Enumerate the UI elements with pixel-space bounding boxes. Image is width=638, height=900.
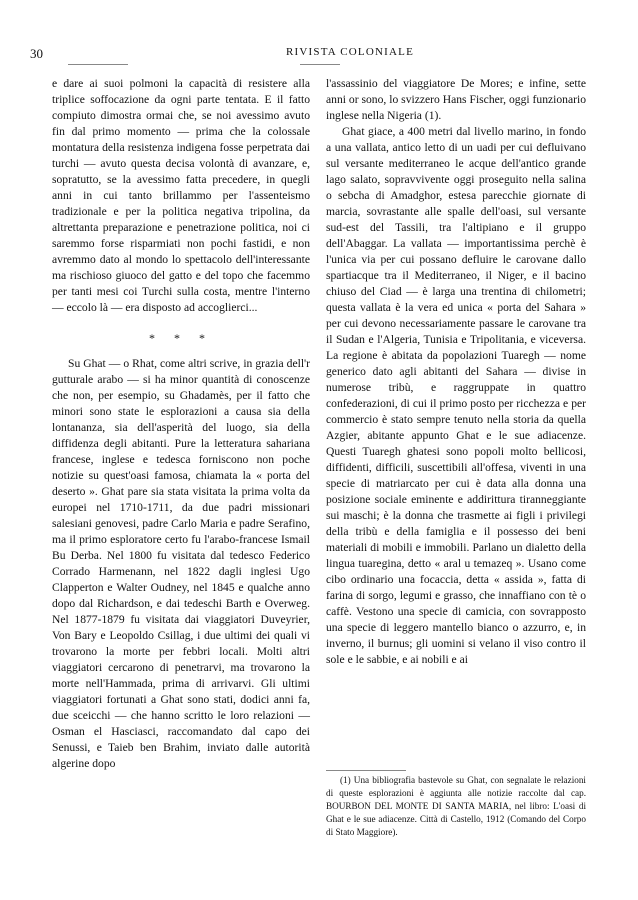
right-column xyxy=(326,76,586,668)
header-rule-left xyxy=(68,64,128,65)
left-column xyxy=(52,76,310,772)
page-number: 30 xyxy=(30,46,43,61)
header-rule-center xyxy=(300,64,340,65)
footnote-text: (1) Una bibliografia bastevole su Ghat, con segnalate le relazioni di queste esplorazioni è aggiunta alle notizie raccolte dal cap. BOURBON DEL MONTE DI SANTA MARIA, nel libro: L'oasi di Ghat e le sue adiacenze. Città di Castello, 1912 (Comando del Corpo di Stato Maggiore). xyxy=(326,775,586,837)
section-separator: * * * xyxy=(149,331,213,345)
right-paragraph-1: l'assassinio del viaggiatore De Mores; e infine, sette anni or sono, lo svizzero Hans Fischer, oggi funzionario inglese nella Nigeria (1). xyxy=(326,77,586,122)
left-paragraph-1: e dare ai suoi polmoni la capacità di resistere alla triplice soffocazione da ogni parte tentata. E il fatto compiuto dimostra ormai che, se noi avessimo avuto fin dal primo momento — prima che la colossale montatura della resistenza indigena fosse perpetrata dai turchi — avuto questa decisa volontà di avanzare, e, sopratutto, se la avessimo fatta precedere, in quegli anni in cui tanto brillammo per l'assenteismo tradizionale e per la politica negativa tripolina, da altrettanta preparazione e penetrazione politica, noi ci saremmo forse risparmiati non pochi fastidi, e non avremmo dato al mondo lo spettacolo dell'interessante ma rischioso giuoco del gatto e del topo che facemmo per tanti mesi coi Turchi sulla costa, mentre l'interno — eccolo là — era disposto ad accoglierci... xyxy=(52,77,310,314)
footnote xyxy=(326,774,586,839)
right-paragraph-2: Ghat giace, a 400 metri dal livello marino, in fondo a una vallata, antico letto di un uadi per cui defluivano sul versante mediterraneo le acque dell'antico grande lago salato, sopravvivente oggi proseguito nella salina o sebcha di Amadghor, estesa parecchie giornate di marcia, sovrastante alle spalle dell'oasi, sul versante sud-est del Tassili, tra l'altipiano e il gruppo dell'Abaggar. La vallata — importantissima perchè è l'unica via per cui possano defluire le carovane dallo spartiacque tra il Mediterraneo, il Niger, e il bacino chiuso del Ciad — è larga una trentina di chilometri; questa vallata è la vera ed unica « porta del Sahara » per cui devono necessariamente passare le carovane tra il Sudan e l'Algeria, Tunisia e Tripolitania, e viceversa. La regione è abitata da popolazioni Tuaregh — nome generico dato agli abitanti del Sahara — divise in numerose tribù, e raggruppate in quattro confederazioni, di cui il primo posto per ricchezza e per commercio è stato sempre tenuto nella storia da quella Azgier, abitante appunto Ghat e le sue adiacenze. Questi Tuaregh ghatesi sono popoli molto bellicosi, diffidenti, difficili, suscettibili all'offesa, viventi in una specie di matriarcato per cui è data alla donna una posizione sociale eminente e addirittura tiranneggiante sui maschi; è la donna che trasmette ai figli i privilegi della tribù e della famiglia e il possesso dei beni materiali di mobili e immobili. Parlano un dialetto della lingua tuaregina, detto « aral u temazeq ». Usano come cibo ordinario una focaccia, detta « assida », fatta di farina di sorgo, legumi e grasso, che innaffiano con tè o caffè. Vestono una specie di camicia, con sovrapposto una specie di leggero mantello bianco o azzurro, e, in inverno, il burnus; gli uomini si velano il viso contro il sole e le sabbie, e ai nobili e ai xyxy=(326,125,586,666)
footnote-rule xyxy=(326,770,406,771)
left-paragraph-2: Su Ghat — o Rhat, come altri scrive, in grazia dell'r gutturale arabo — si ha minor quantità di conoscenze che non, per esempio, su Ghadamès, per il fatto che minori sono state le esplorazioni a causa sia della lontananza, sia dell'asperità del luogo, sia della diffidenza degli abitanti. Pure la letteratura sahariana francese, inglese e tedesca forniscono non poche notizie su quest'oasi famosa, chiamata la « porta del deserto ». Ghat pare sia stata visitata la prima volta da europei nel 1710-1711, da due padri missionari salesiani genovesi, padre Carlo Maria e padre Serafino, ma il primo esploratore certo fu l'arabo-francese Ismail Bu Derba. Nel 1800 fu visitata dal tedesco Federico Corrado Harmenann, nel 1822 dagli inglesi Ugo Clapperton e Walter Oudney, nel 1845 e qualche anno dopo dal Richardson, e dai tedeschi Barth e Overweg. Nel 1877-1879 fu visitata dai viaggiatori Duveyrier, Von Bary e Leopoldo Csillag, i due ultimi dei quali vi trovarono la morte per febbri locali. Molti altri viaggiatori cercarono di penetrarvi, ma trovarono la morte nell'Hammada, prima di arrivarvi. Gli ultimi viaggiatori fortunati a Ghat sono stati, dodici anni fa, due sceicchi — che hanno scritto le loro relazioni — Osman el Hasciasci, raccomandato dal capo dei Senussi, e Taieb ben Brahim, inviato dalle autorità algerine dopo xyxy=(52,357,310,770)
running-head-title: RIVISTA COLONIALE xyxy=(286,46,414,58)
